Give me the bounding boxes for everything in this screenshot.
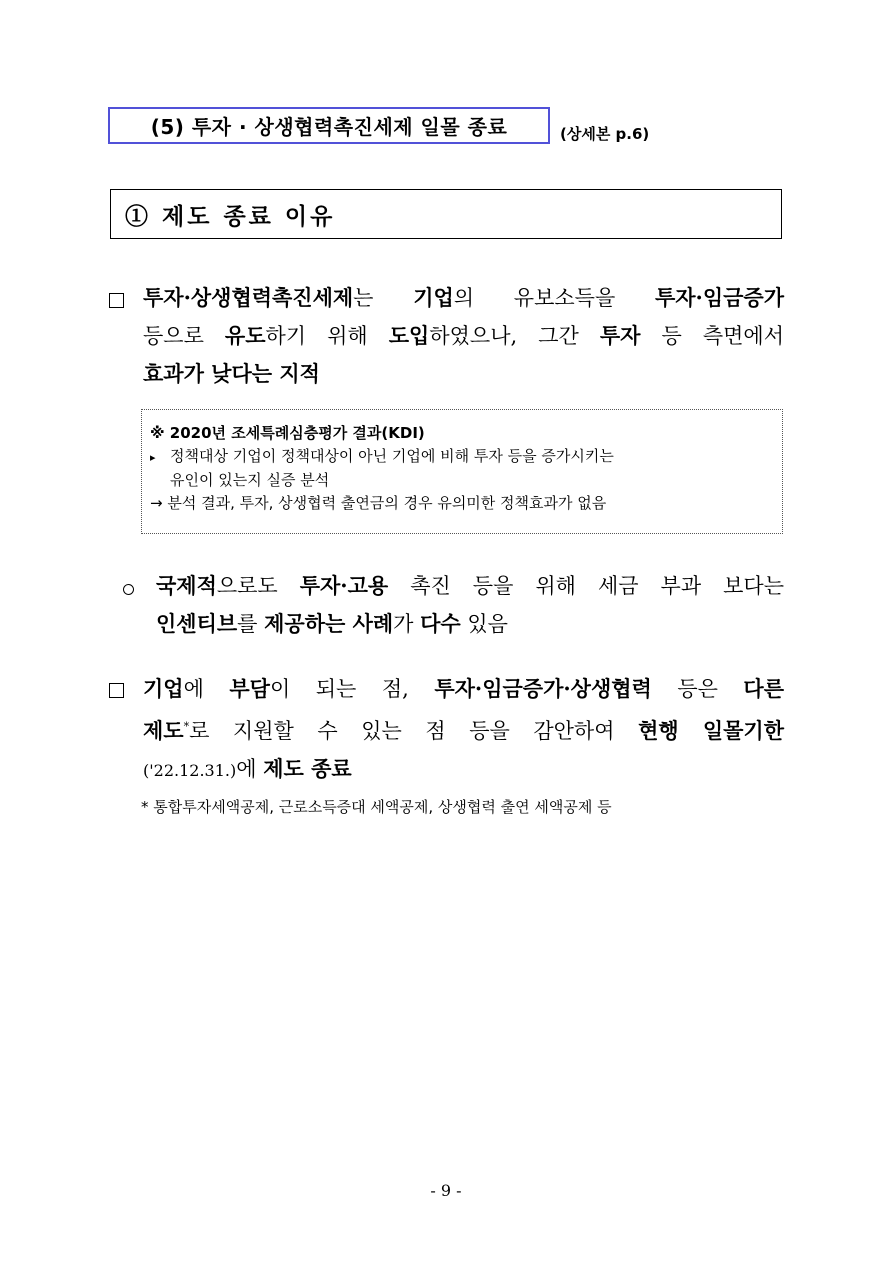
text: 등은 (651, 677, 744, 701)
note-item (150, 445, 774, 469)
paragraph-2-line-2 (156, 605, 784, 643)
square-bullet-2 (109, 683, 124, 702)
text-bold: 현행 일몰기한 (638, 718, 784, 743)
paragraph-3-line-2 (143, 708, 784, 750)
subsection-title: ① 제도 종료 이유 (125, 202, 336, 230)
note-item-line-2: 유인이 있는지 실증 분석 (170, 471, 330, 489)
text-bold: 다수 (420, 611, 461, 636)
text-bold: 투자·상생협력촉진세제 (143, 285, 354, 310)
paragraph-1 (143, 279, 784, 393)
text-bold: 투자 (599, 323, 641, 348)
text: 에 (236, 757, 264, 781)
text: 촉진 등을 위해 세금 부과 보다는 (388, 574, 784, 598)
text-bold: 제공하는 사례 (264, 611, 394, 636)
text: 있음 (460, 612, 508, 636)
triangle-bullet-icon: ▸ (150, 451, 156, 464)
paragraph-1-line-2 (143, 317, 784, 355)
text-bold: 제도 (143, 718, 184, 743)
note-result: → 분석 결과, 투자, 상생협력 출연금의 경우 유의미한 정책효과가 없음 (150, 494, 607, 512)
text: 는 (353, 286, 414, 310)
text-bold: 국제적 (156, 573, 217, 598)
text-bold: 투자·임금증가·상생협력 (434, 676, 652, 701)
text: 로 지원할 수 있는 점 등을 감안하여 (189, 719, 639, 743)
text: 으로도 (216, 574, 300, 598)
square-bullet-icon (109, 683, 124, 698)
subsection-title-box (110, 189, 782, 239)
text-bold: 기업 (143, 676, 184, 701)
paragraph-3-line-3 (143, 750, 784, 789)
note-heading: ※ 2020년 조세특례심층평가 결과(KDI) (150, 424, 425, 442)
detail-reference: (상세본 p.6) (560, 125, 650, 143)
text: 하였으나, 그간 (429, 324, 600, 348)
circle-bullet (123, 580, 134, 599)
section-title-box (108, 107, 550, 144)
text: 에 (183, 677, 230, 701)
paragraph-3-line-1 (143, 670, 784, 708)
text: 이 되는 점, (269, 677, 435, 701)
text: 가 (393, 612, 421, 636)
footnote-marker: * (183, 720, 190, 733)
note-item-line-1: 정책대상 기업이 정책대상이 아닌 기업에 비해 투자 등을 증가시키는 (170, 447, 614, 465)
text-bold: 부담 (229, 676, 270, 701)
text: 하기 위해 (265, 324, 389, 348)
text: ('22.12.31.) (143, 761, 237, 780)
section-title: (5) 투자 · 상생협력촉진세제 일몰 종료 (150, 115, 508, 139)
text-bold: 다른 (743, 676, 784, 701)
kdi-evaluation-note (141, 409, 783, 534)
paragraph-3 (143, 670, 784, 789)
paragraph-1-line-3 (143, 355, 784, 393)
paragraph-2-line-1 (156, 567, 784, 605)
text: 의 유보소득을 (453, 286, 655, 310)
square-bullet-1 (109, 293, 124, 312)
text: 등 측면에서 (640, 324, 784, 348)
text-bold: 유도 (224, 323, 266, 348)
square-bullet-icon (109, 293, 124, 308)
text-bold: 투자·고용 (299, 573, 389, 598)
text-bold: 효과가 낮다는 지적 (143, 361, 320, 386)
paragraph-1-line-1 (143, 279, 784, 317)
text-bold: 인센티브 (156, 611, 238, 636)
text: 등으로 (143, 324, 225, 348)
text: 를 (237, 612, 265, 636)
footnote: * 통합투자세액공제, 근로소득증대 세액공제, 상생협력 출연 세액공제 등 (141, 798, 612, 816)
text-bold: 도입 (388, 323, 430, 348)
paragraph-2 (156, 567, 784, 643)
text-bold: 제도 종료 (263, 756, 352, 781)
text-bold: 기업 (413, 285, 454, 310)
circle-bullet-icon (123, 584, 134, 595)
text-bold: 투자·임금증가 (654, 285, 784, 310)
page-number: - 9 - (430, 1181, 462, 1200)
